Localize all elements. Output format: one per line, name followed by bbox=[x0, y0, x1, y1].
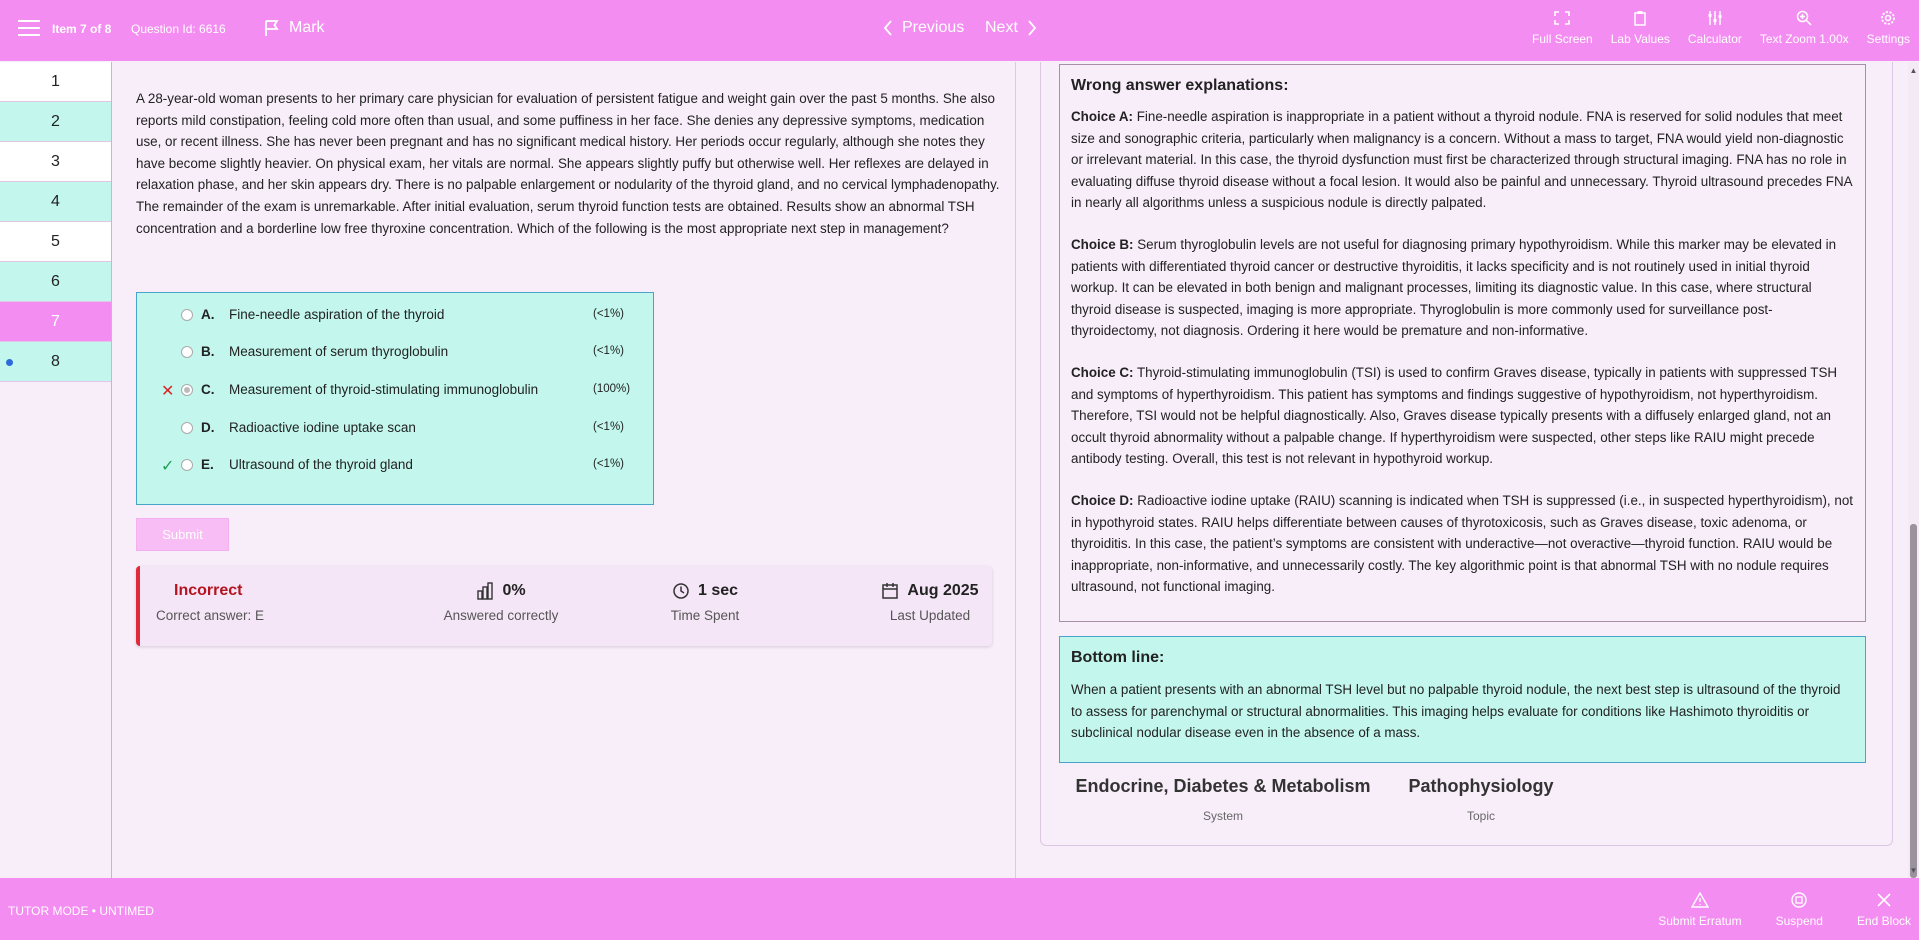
incorrect-x-icon: ✕ bbox=[161, 383, 175, 400]
hamburger-menu-icon[interactable] bbox=[18, 20, 40, 38]
choice-e[interactable]: ✓ E. Ultrasound of the thyroid gland (<1%) bbox=[161, 457, 624, 475]
submit-button[interactable]: Submit bbox=[136, 518, 229, 551]
flag-icon bbox=[263, 19, 281, 37]
previous-label: Previous bbox=[902, 19, 965, 36]
choice-c[interactable]: ✕ C. Measurement of thyroid-stimulating immunoglobulin (100%) bbox=[161, 382, 631, 400]
scroll-down-icon[interactable]: ▼ bbox=[1909, 866, 1918, 875]
submit-erratum-button[interactable] bbox=[1650, 892, 1749, 928]
nav-item-3[interactable]: 3 bbox=[0, 142, 111, 182]
choice-d[interactable]: D. Radioactive iodine uptake scan (<1%) bbox=[137, 410, 655, 447]
percent-correct: 0% bbox=[502, 582, 526, 599]
explanation-choice-b: Choice B: Serum thyroglobulin levels are not useful for diagnosing primary hypothyroidism. While this marker may be elevated in patients with differentiated thyroid cancer or destructive thyroiditis, it lacks specificity and is not routinely used in initial thyroid workup. It can be elevated in both benign and malignant processes, limiting its diagnostic value. In this case, where structural thyroid disease is suspected, imaging is more appropriate. Thyroglobulin is more commonly used for surveillance post-thyroidectomy, not diagnosis. Ordering it here would be premature and non-informative. bbox=[1071, 236, 1837, 339]
top-toolbar bbox=[0, 0, 1919, 61]
close-icon bbox=[1876, 892, 1892, 908]
nav-item-6[interactable]: 6 bbox=[0, 262, 111, 302]
question-id: Question Id: 6616 bbox=[131, 22, 226, 36]
result-status: Incorrect bbox=[174, 582, 243, 599]
mode-indicator: TUTOR MODE • UNTIMED bbox=[8, 904, 154, 918]
item-counter: Item 7 of 8 bbox=[52, 22, 112, 36]
nav-item-5[interactable]: 5 bbox=[0, 222, 111, 262]
scroll-up-icon[interactable]: ▲ bbox=[1909, 66, 1918, 75]
scroll-thumb[interactable] bbox=[1910, 524, 1917, 878]
warning-icon bbox=[1691, 892, 1709, 908]
calendar-icon bbox=[881, 582, 899, 600]
settings-button[interactable] bbox=[1858, 10, 1919, 46]
mark-button[interactable] bbox=[263, 19, 325, 37]
question-number-nav bbox=[0, 62, 112, 878]
full-screen-button[interactable] bbox=[1523, 10, 1602, 46]
nav-item-4[interactable]: 4 bbox=[0, 182, 111, 222]
choice-b[interactable]: B. Measurement of serum thyroglobulin (<1%) bbox=[137, 334, 655, 371]
radio-button-selected[interactable] bbox=[181, 384, 193, 396]
correct-answer: Correct answer: E bbox=[156, 608, 265, 623]
next-label: Next bbox=[985, 19, 1018, 36]
topic-meta bbox=[1401, 776, 1561, 823]
radio-button[interactable] bbox=[181, 346, 193, 358]
bottom-line-box bbox=[1059, 636, 1866, 763]
mark-label: Mark bbox=[289, 19, 325, 36]
sliders-icon bbox=[1707, 10, 1723, 26]
topic-value: Pathophysiology bbox=[1408, 776, 1554, 796]
question-stem: A 28-year-old woman presents to her primary care physician for evaluation of persistent fatigue and weight gain over the past 5 months. She also reports mild constipation, feeling cold more often than usual, and some puffiness in her face. She denies any depressive symptoms, medication use, or recent illness. She has never been pregnant and has no significant medical history. Her periods occur regularly, although she notes they have become slightly heavier. On physical exam, her vitals are normal. She appears slightly puffy but otherwise well. Her reflexes are delayed in relaxation phase, and her skin appears dry. There is no palpable enlargement or nodularity of the thyroid gland, and no cervical lymphadenopathy. The remainder of the exam is unremarkable. After initial evaluation, serum thyroid function tests are obtained. Results show an abnormal TSH concentration and a borderline low free thyroxine concentration. Which of the following is the most appropriate next step in management? bbox=[136, 91, 1000, 236]
last-updated: Aug 2025 bbox=[907, 582, 979, 599]
nav-item-2[interactable]: 2 bbox=[0, 102, 111, 142]
bottom-line-text: When a patient presents with an abnormal TSH level but no palpable thyroid nodule, the next best step is ultrasound of the thyroid to assess for parenchymal or structural abnormalities. This imaging helps evaluate for conditions like Hashimoto thyroiditis or subclinical nodular disease even in the absence of a mass. bbox=[1071, 682, 1841, 741]
calculator-label: Calculator bbox=[1687, 32, 1742, 46]
radio-button[interactable] bbox=[181, 459, 193, 471]
bar-chart-icon bbox=[476, 582, 494, 600]
previous-button[interactable] bbox=[882, 19, 964, 37]
text-zoom-label: Text Zoom 1.00x bbox=[1759, 32, 1849, 46]
gear-icon bbox=[1880, 10, 1896, 26]
radio-button[interactable] bbox=[181, 422, 193, 434]
end-block-button[interactable] bbox=[1849, 892, 1919, 928]
suspend-button[interactable] bbox=[1768, 892, 1831, 928]
next-button[interactable] bbox=[985, 19, 1038, 37]
chevron-left-icon bbox=[882, 19, 894, 37]
bottom-line-title: Bottom line: bbox=[1071, 649, 1165, 666]
correct-check-icon: ✓ bbox=[161, 458, 175, 475]
nav-item-7[interactable]: 7 bbox=[0, 302, 111, 342]
nav-item-8[interactable]: 8 bbox=[0, 342, 111, 382]
system-label: System bbox=[1202, 809, 1243, 823]
suspend-icon bbox=[1790, 892, 1808, 908]
settings-label: Settings bbox=[1866, 32, 1910, 46]
radio-button[interactable] bbox=[181, 309, 193, 321]
unanswered-dot-icon bbox=[6, 359, 13, 366]
system-value: Endocrine, Diabetes & Metabolism bbox=[1075, 776, 1371, 796]
bottom-toolbar bbox=[0, 878, 1919, 940]
wrong-answer-explanations bbox=[1059, 64, 1866, 622]
calculator-button[interactable] bbox=[1679, 10, 1751, 46]
topic-label: Topic bbox=[1466, 809, 1495, 823]
percent-label: Answered correctly bbox=[443, 608, 559, 623]
time-label: Time Spent bbox=[670, 608, 740, 623]
full-screen-label: Full Screen bbox=[1532, 32, 1593, 46]
explanation-pane bbox=[1040, 62, 1893, 846]
answer-choices bbox=[136, 292, 654, 505]
question-pane bbox=[112, 62, 1016, 878]
fullscreen-icon bbox=[1553, 10, 1571, 26]
choice-a[interactable]: A. Fine-needle aspiration of the thyroid (<1%) bbox=[137, 297, 655, 334]
explanation-choice-a: Choice A: Fine-needle aspiration is inappropriate in a patient without a thyroid nodule. FNA is reserved for solid nodules that meet size and sonographic criteria, particularly when malignancy is a concern. Without a mass to target, FNA would yield non-diagnostic or irrelevant material. In this case, the thyroid dysfunction must first be characterized through structural imaging. FNA has no role in evaluating diffuse thyroid disease without a focal lesion. It would also be painful and unnecessary. Thyroid ultrasound precedes FNA in nearly all algorithms unless a suspicious nodule is directly palpated. bbox=[1071, 109, 1852, 211]
result-card bbox=[136, 566, 992, 646]
explanation-choice-d: Choice D: Radioactive iodine uptake (RAIU) scanning is indicated when TSH is suppressed (i.e., in suspected hyperthyroidism), not in hypothyroid states. RAIU helps differentiate between causes of thyrotoxicosis, such as Graves disease, toxic adenoma, or thyroiditis. In this case, the patient’s symptoms are consistent with underactive—not overactive—thyroid function. RAIU would be inappropriate, non-informative, and unnecessarily costly. The key algorithmic point is that abnormal TSH with no nodule requires ultrasound, not functional imaging. bbox=[1071, 492, 1853, 595]
chevron-right-icon bbox=[1026, 19, 1038, 37]
explanation-choice-c: Choice C: Thyroid-stimulating immunoglobulin (TSI) is used to confirm Graves disease, typically in patients with suppressed TSH and symptoms of hyperthyroidism. This patient has symptoms and findings suggestive of hypothyroidism, not hyperthyroidism. Therefore, TSI would not be helpful diagnostically. Also, Graves disease typically presents with a diffusely enlarged gland, not an occult thyroid abnormality without a palpable change. If hyperthyroidism were suspected, other steps like RAIU might precede antibody testing. Overall, this test is not relevant in hypothyroid workup. bbox=[1071, 364, 1838, 467]
clipboard-icon bbox=[1632, 10, 1648, 26]
suspend-label: Suspend bbox=[1775, 914, 1823, 928]
nav-item-1[interactable]: 1 bbox=[0, 62, 111, 102]
time-spent: 1 sec bbox=[697, 582, 739, 599]
text-zoom-button[interactable] bbox=[1751, 10, 1858, 46]
end-block-label: End Block bbox=[1856, 914, 1911, 928]
submit-erratum-label: Submit Erratum bbox=[1658, 914, 1742, 928]
explanation-scrollbar[interactable] bbox=[1908, 62, 1919, 878]
clock-icon bbox=[672, 582, 690, 600]
last-updated-label: Last Updated bbox=[889, 608, 971, 623]
lab-values-button[interactable] bbox=[1602, 10, 1679, 46]
system-meta bbox=[1073, 776, 1373, 823]
lab-values-label: Lab Values bbox=[1610, 32, 1670, 46]
zoom-icon bbox=[1796, 10, 1812, 26]
wrong-answer-title: Wrong answer explanations: bbox=[1071, 77, 1289, 94]
